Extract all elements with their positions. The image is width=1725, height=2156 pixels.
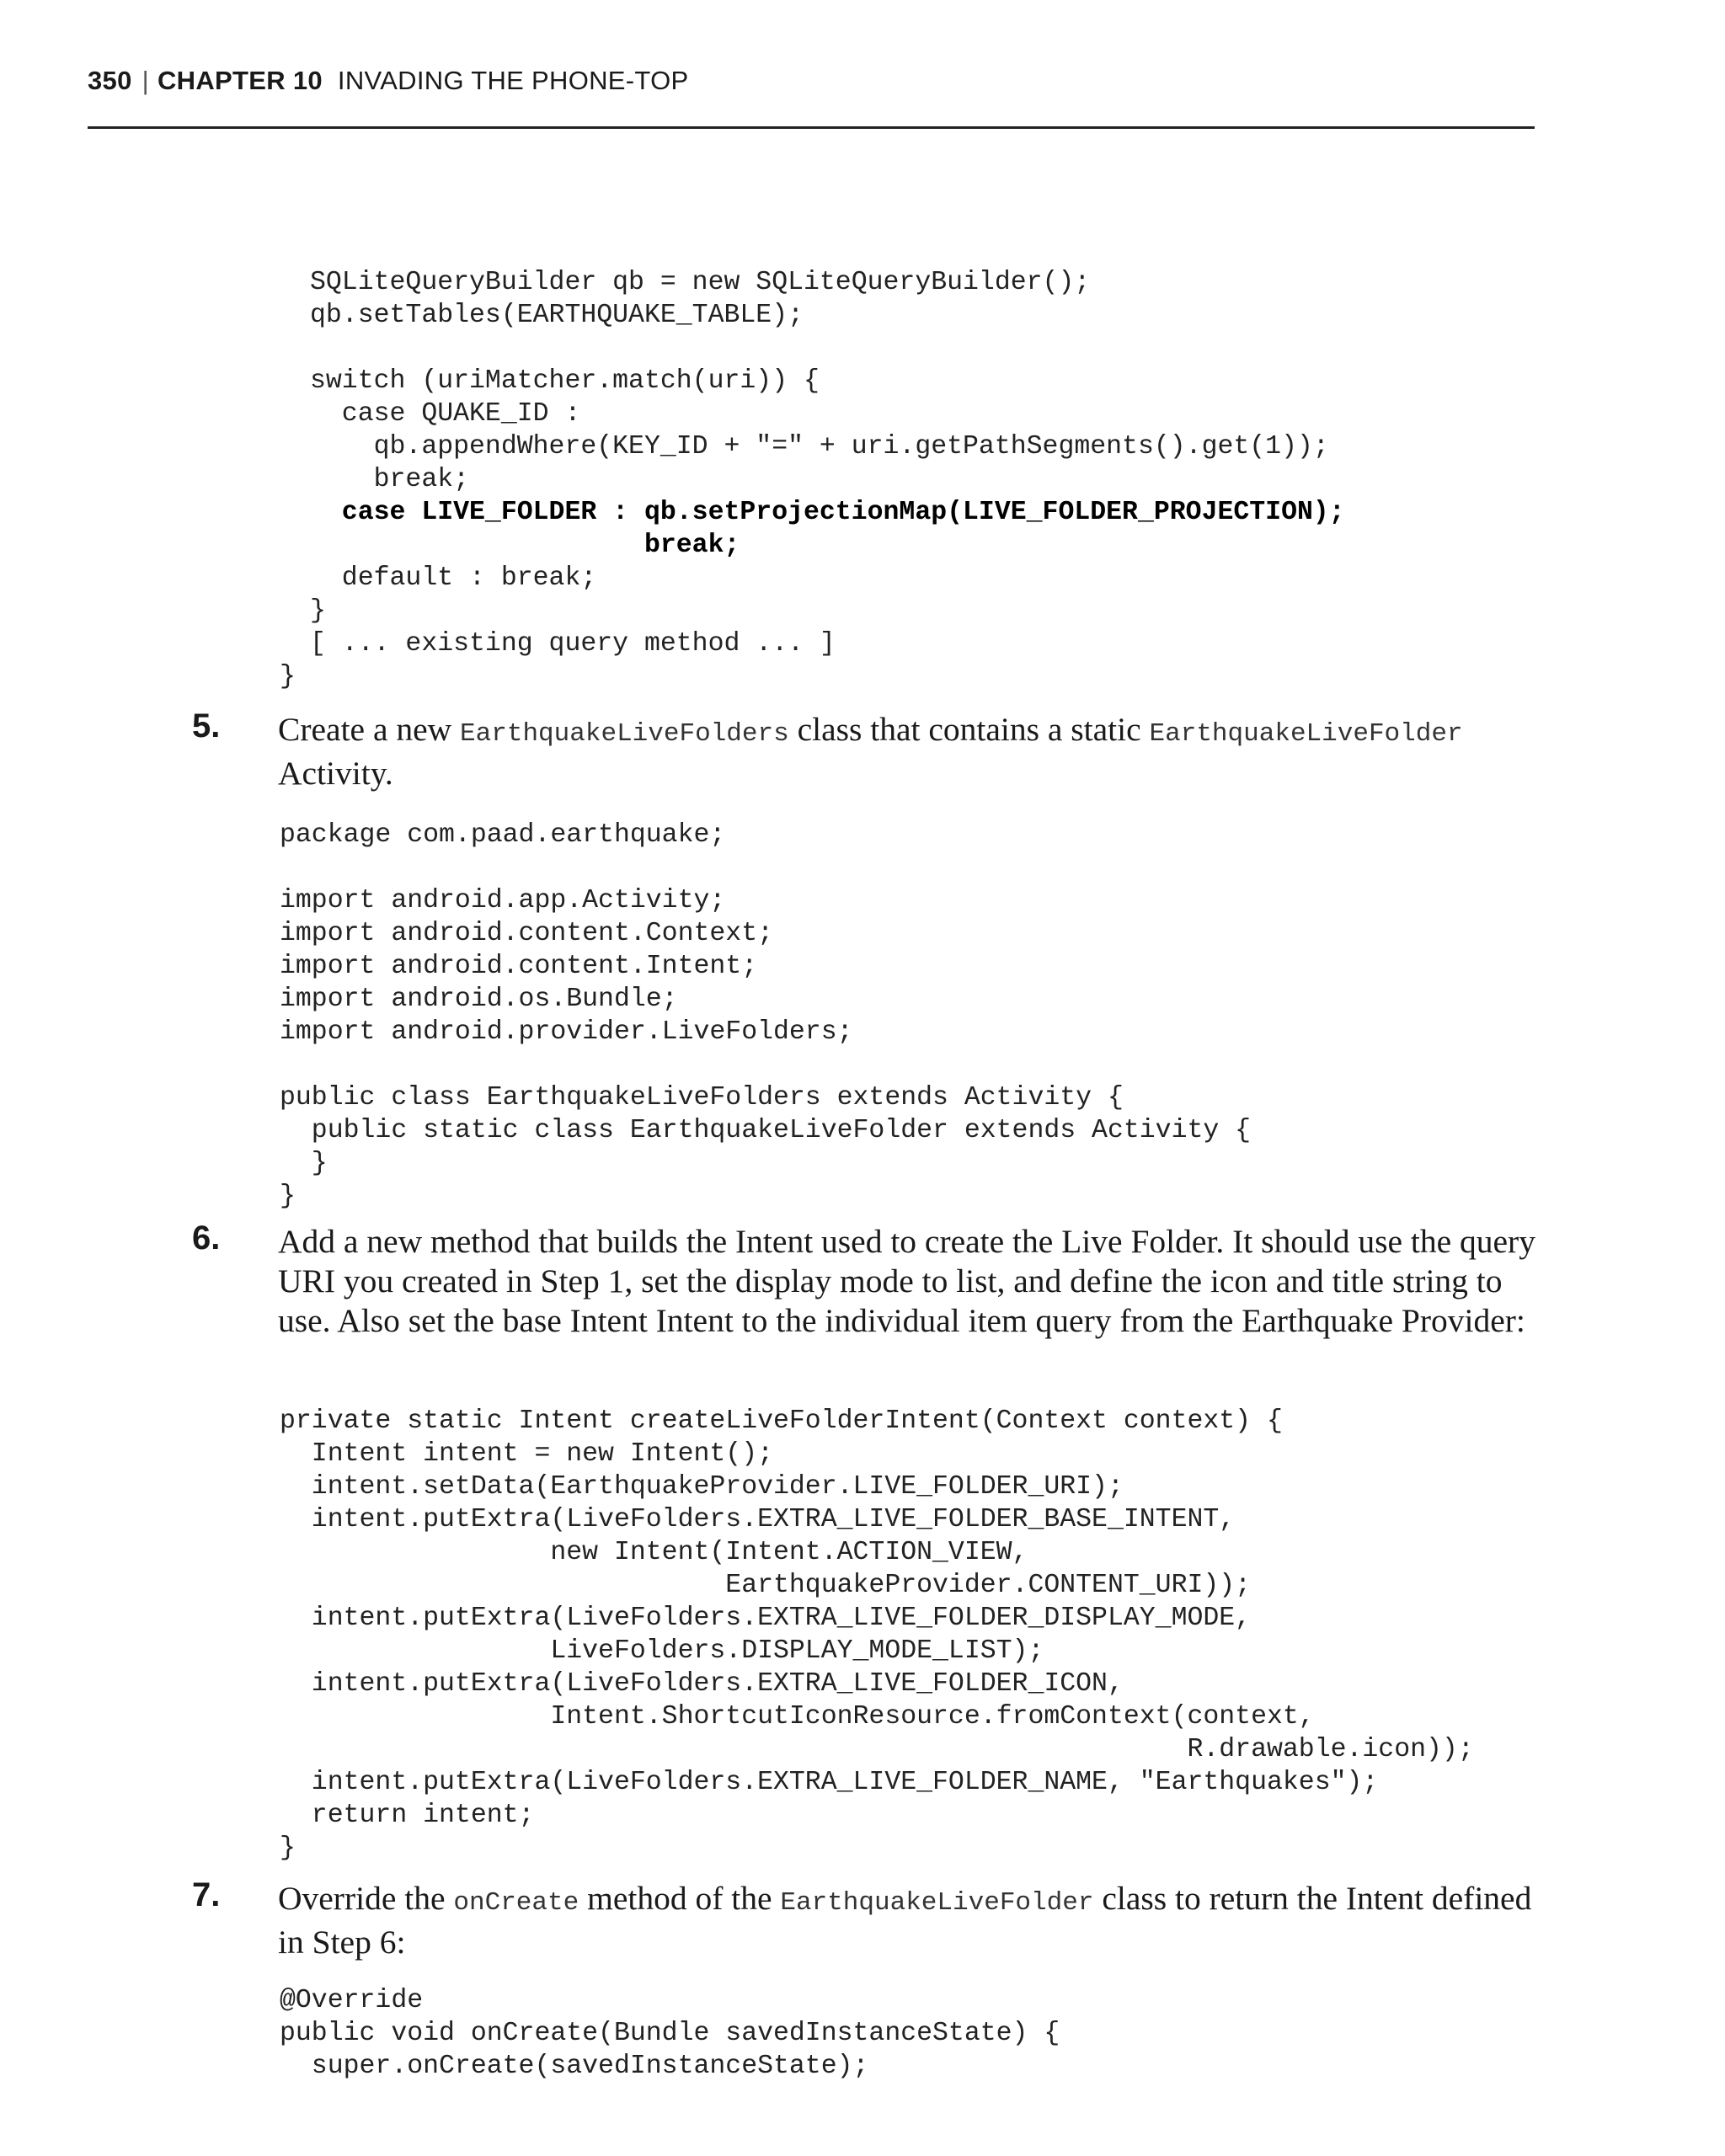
code-line: } — [280, 662, 296, 691]
code-line: public static class EarthquakeLiveFolder extends Activity { — [280, 1116, 1252, 1145]
code-line: qb.appendWhere(KEY_ID + "=" + uri.getPathSegments().get(1)); — [310, 432, 1329, 462]
step-7-text-part: method of the — [579, 1880, 781, 1917]
code-line: intent.putExtra(LiveFolders.EXTRA_LIVE_FOLDER_NAME, "Earthquakes"); — [280, 1768, 1379, 1797]
code-line: [ ... existing query method ... ] — [310, 629, 836, 659]
code-line-bold: case LIVE_FOLDER : qb.setProjectionMap(LIVE_FOLDER_PROJECTION); — [310, 498, 1345, 527]
code-block-oncreate — [280, 1984, 1060, 2083]
code-line: SQLiteQueryBuilder qb = new SQLiteQueryBuilder(); — [310, 268, 1091, 297]
code-line: import android.provider.LiveFolders; — [280, 1017, 853, 1047]
code-line: R.drawable.icon)); — [280, 1735, 1474, 1764]
code-line: import android.os.Bundle; — [280, 985, 678, 1014]
code-line: break; — [310, 465, 470, 494]
code-line: @Override — [280, 1986, 424, 2015]
running-head — [88, 66, 688, 96]
header-separator: | — [142, 66, 149, 95]
code-block-query-close — [280, 660, 296, 693]
step-7-text-part: Override the — [278, 1880, 454, 1917]
code-line: new Intent(Intent.ACTION_VIEW, — [280, 1538, 1028, 1567]
step-7-text — [278, 1879, 1541, 1962]
code-line-bold: break; — [310, 531, 740, 560]
code-line: intent.putExtra(LiveFolders.EXTRA_LIVE_FOLDER_ICON, — [280, 1669, 1124, 1699]
code-line: intent.setData(EarthquakeProvider.LIVE_FOLDER_URI); — [280, 1472, 1124, 1502]
code-line: switch (uriMatcher.match(uri)) { — [310, 366, 820, 396]
code-line: package com.paad.earthquake; — [280, 820, 726, 850]
code-line: case QUAKE_ID : — [310, 399, 581, 429]
code-line: } — [280, 1833, 296, 1863]
code-line: qb.setTables(EARTHQUAKE_TABLE); — [310, 301, 804, 330]
inline-code: EarthquakeLiveFolder — [1149, 719, 1463, 749]
code-line: public class EarthquakeLiveFolders extends Activity { — [280, 1083, 1124, 1113]
code-line: return intent; — [280, 1801, 535, 1830]
inline-code: EarthquakeLiveFolders — [460, 719, 789, 749]
code-block-class — [280, 819, 1251, 1213]
step-5-text-part: Activity. — [278, 755, 393, 792]
code-line: intent.putExtra(LiveFolders.EXTRA_LIVE_FOLDER_BASE_INTENT, — [280, 1505, 1236, 1534]
step-5-text-part: Create a new — [278, 711, 461, 748]
code-line: import android.content.Context; — [280, 919, 773, 948]
step-7-text-part: class to return the Intent defined in Step 6: — [278, 1880, 1532, 1961]
code-line: import android.app.Activity; — [280, 886, 726, 915]
code-line: intent.putExtra(LiveFolders.EXTRA_LIVE_FOLDER_DISPLAY_MODE, — [280, 1604, 1252, 1633]
code-line: default : break; — [310, 563, 597, 593]
step-5-text-part: class that contains a static — [788, 711, 1150, 748]
code-line: public void onCreate(Bundle savedInstanceState) { — [280, 2019, 1060, 2048]
code-block-create-intent — [280, 1405, 1474, 1865]
code-line: EarthquakeProvider.CONTENT_URI)); — [280, 1571, 1252, 1600]
code-line: super.onCreate(savedInstanceState); — [280, 2052, 869, 2081]
step-6-text: Add a new method that builds the Intent used to create the Live Folder. It should use the query URI you created in Step 1, set the display mode to list, and define the icon and title string to use. Also set the base Intent Intent to the individual item query from the Earthquake Provider: — [278, 1223, 1535, 1339]
code-line: } — [280, 1149, 328, 1178]
chapter-label: CHAPTER 10 — [157, 66, 323, 95]
code-line: private static Intent createLiveFolderIntent(Context context) { — [280, 1406, 1283, 1436]
chapter-title: INVADING THE PHONE-TOP — [337, 66, 689, 95]
step-number-6: 6. — [192, 1219, 221, 1257]
inline-code: EarthquakeLiveFolder — [780, 1888, 1094, 1918]
step-5-text — [278, 710, 1541, 793]
page-number: 350 — [88, 66, 132, 95]
code-line: import android.content.Intent; — [280, 952, 758, 981]
code-block-query — [310, 266, 1345, 660]
inline-code: onCreate — [453, 1888, 579, 1918]
code-line: } — [280, 1182, 296, 1211]
step-number-7: 7. — [192, 1876, 221, 1913]
code-line: LiveFolders.DISPLAY_MODE_LIST); — [280, 1636, 1044, 1666]
code-line: Intent.ShortcutIconResource.fromContext(context, — [280, 1702, 1315, 1732]
code-line: Intent intent = new Intent(); — [280, 1439, 773, 1469]
header-rule — [88, 126, 1535, 129]
code-line: } — [310, 596, 326, 626]
step-number-5: 5. — [192, 707, 221, 744]
